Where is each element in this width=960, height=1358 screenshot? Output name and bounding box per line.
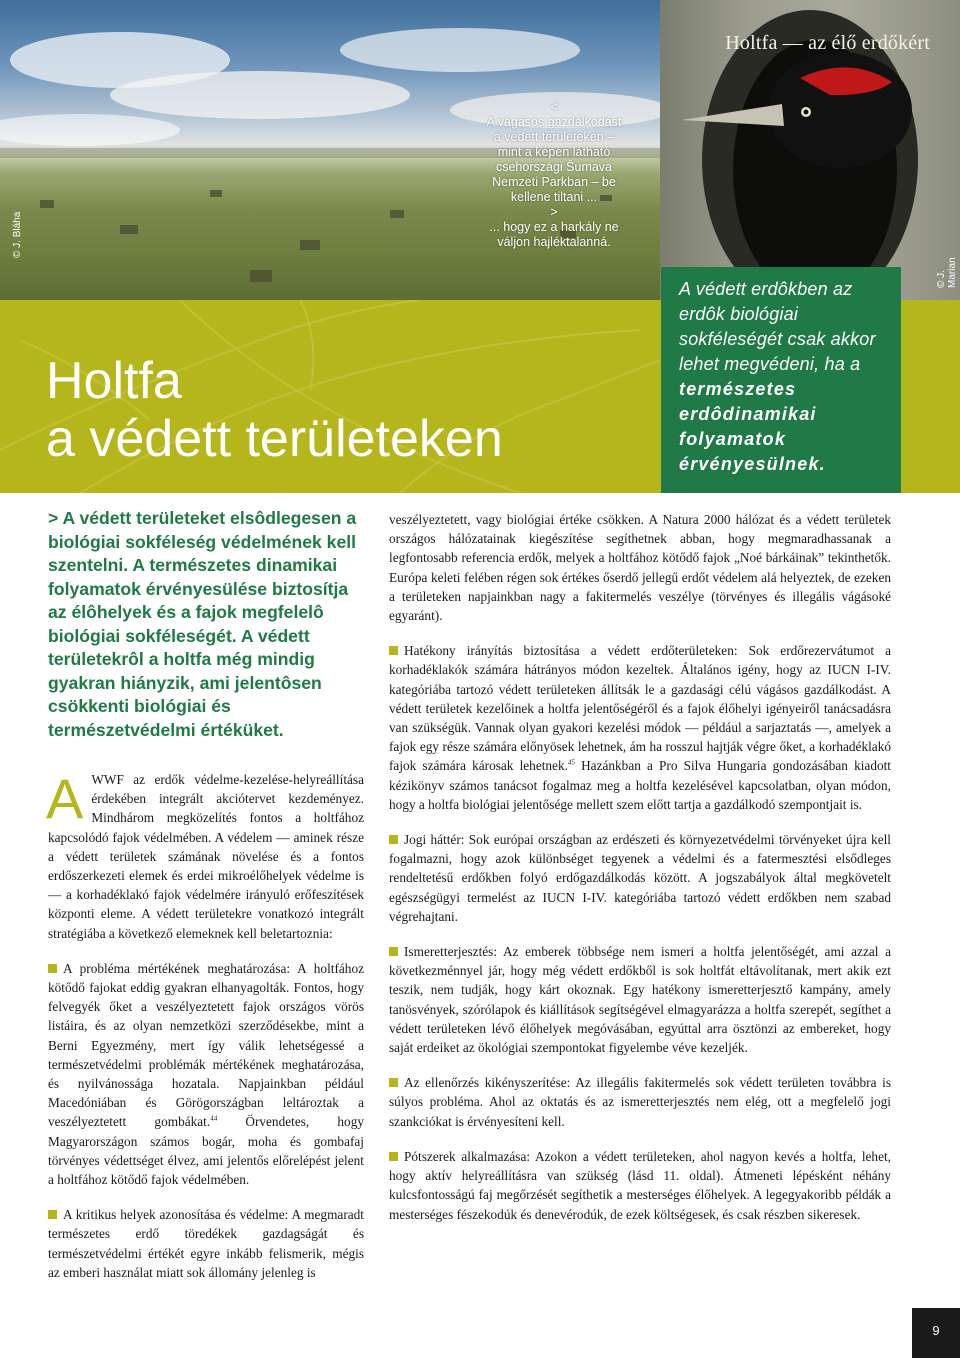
caption-line: > [550,205,558,219]
page-number: 9 [912,1308,960,1358]
running-header: Holtfa — az élő erdőkért [725,32,930,54]
square-bullet-icon [389,947,398,956]
list-item-text: A kritikus helyek azonosítása és védelme: A megmaradt természetes erdő töredékek gazdagságát és természetvédelmi értékét egyre inkább felismerik, mégis az emberi használat miatt sok állomány jelenleg is [48,1207,364,1280]
caption-line: < [550,100,558,114]
square-bullet-icon [389,1078,398,1087]
lead-paragraph: > A védett területeket elsôdlegesen a biológiai sokféleség védelmének kell szentelni. A természetes dinamikai folyamatok érvényesülése biztosítja az élôhelyek és a fajok megfelelô biológiai sokféleségét. A védett területekrôl a holtfa még mindig gyakran hiányzik, ami jelentôsen csökkenti biológiai és természetvédelmi értéküket. [48,508,357,740]
photo-credit-right: © J. Marian [936,257,958,288]
list-item-text: Jogi háttér: Sok európai országban az erdészeti és környezetvédelmi törvényeket újra kell fogalmazni, hogy azok különbséget tegyenek a védelmi és a fatermesztési elsődleges rendeltetésű erdőkben folyó erdőgazdálkodás között. A jogszabályok által megkövetelt egészségügyi termelést az IUCN I-IV. kategóriába tartozó védett erdőkben nem szabad végrehajtani. [389,832,891,924]
list-item [389,1073,891,1131]
square-bullet-icon [389,835,398,844]
footnote-ref: 45 [567,759,575,768]
pull-quote-emphasis: természetes erdôdinamikai folyamatok érvényesülnek. [679,379,826,474]
square-bullet-icon [389,1152,398,1161]
intro-text: WWF az erdők védelme-kezelése-helyreállítása érdekében integrált akciótervet kezdeményez. Mindhárom megközelítés fontos a holtfához kapcsolódó fajok védelmében. A védelem — aminek része a védett területek számának növelése és a fontos erdőszerkezeti elemek és erdei mikroélőhelyek védelme is — a korhadéklakó fajok védelmére irányuló erőfeszítések központi eleme. A védett területekre vonatkozó integrált stratégiába a következő elemeknek kell beletartoznia: [48,772,364,941]
list-item [389,942,891,1057]
list-item-text: Az ellenőrzés kikényszerítése: Az illegális fakitermelés sok védett területen továbbra is súlyos probléma. Ahol az oktatás és az ismeretterjesztés nem elég, ott a megfelelő jogi szankciókat is érvényesíteni kell. [389,1075,891,1129]
list-item-text-cont: Hazánkban a Pro Silva Hungaria gondozásában kiadott kézikönyv számos tanácsot fogalmaz meg a holtfa kezelésével kapcsolatban, olyan módon, hogy a holtfa biológiai jelentősége mellett szem előtt tartja a gazdálkodó szempontjait is. [389,758,892,812]
caption-line: a védett területeken – [493,130,615,144]
drop-cap: A [46,767,84,830]
caption-line: váljon hajléktalanná. [497,235,611,249]
caption-line: A vágásos gazdálkodást [486,115,622,129]
caption-line: mint a képen látható [497,145,611,159]
pull-quote-text: A védett erdôkben az erdôk biológiai sokféleségét csak akkor lehet megvédeni, ha a [679,279,876,374]
left-column [46,767,364,1298]
list-item-text: Hatékony irányítás biztosítása a védett erdőterületeken: Sok erdőrezervátumot a korhadéklakók számára hátrányos módon kezeltek. Általános igény, hogy az IUCN I-IV. kategóriába tartozó védett területeken állítsák le a gazdasági célú vágásos gazdálkodást. A védett területek kezelőinek a holtfa jelentőségéről és a fajok élőhelyi igényeiről tanácsadásra van szükségük. Vannak olyan gyakori kezelési módok — például a sarjaztatás —, amelyek a fajok egy része számára előnyösek lehetnek, ám ha rosszul hajtják végre őket, a korhadéklakó fajok számára károsak lehetnek. [389,643,891,774]
list-item [48,1205,364,1282]
footnote-ref: 44 [210,1115,218,1124]
page-title [46,352,503,468]
list-item-text: Pótszerek alkalmazása: Azokon a védett területeken, ahol nagyon kevés a holtfa, lehet, hogy aktív helyreállításra van szükség (lásd 11. oldal). Átmeneti lépésként néhány kulcsfontosságú faj megőrzését segíthetik a mesterséges élőhelyek. A legegyakoribb példák a mesterséges fészekodúk és denevérodúk, de ezek költségesek, és csak részben sikeresek. [389,1148,891,1222]
caption-line: Nemzeti Parkban – be [492,175,616,189]
caption-line: ... hogy ez a harkály ne [489,220,619,234]
title-line-1: Holtfa [46,352,182,410]
continuation-paragraph: veszélyeztetett, vagy biológiai értéke csökken. A Natura 2000 hálózat és a védett területek országos hálózatainak kiegészítése segíthetnek abban, hogy megmaradhassanak a legfontosabb referencia erdők, melyek a holtfához kötődő fajok „Noé bárkáinak” tekinthetők. Európa keleti felében régen sok értékes őserdő jellegű erdőt védelem alá helyeztek, de ezeken a területeken napjainkban nagy a fakitermelés veszélye (törvényes és illegális vágásoké egyaránt). [389,512,891,624]
photo-band [0,0,960,300]
list-item-text: A probléma mértékének meghatározása: A holtfához kötődő fajokat eddig gyakran elhanyagolták. Fontos, hogy felvegyék őket a veszélyeztetett fajok országos vörös listáira, és az olyan nemzetközi szerződésekbe, mint a Berni Egyezmény, mert így válik lehetségessé a természetvédelmi problémák mértékének meghatározása, és nyilvánossága hozatala. Napjainkban például Macedóniában és Görögországban leltároztak a veszélyeztetett gombákat. [48,960,364,1130]
intro-paragraph [46,767,364,943]
right-column [389,510,891,1240]
square-bullet-icon [48,1210,57,1219]
caption-line: csehországi Šumava [495,160,613,174]
caption-line: kellene tiltani ... [510,190,598,204]
list-item [48,959,364,1189]
list-item-text: Ismeretterjesztés: Az emberek többsége nem ismeri a holtfa jelentőségét, ami azzal a következménnyel jár, hogy még védett erdőkből is sok holtfát eltávolítanak, mert akik ezt teszik, nem tudják, hogy kárt okoznak. Egy hatékony ismeretterjesztő kampány, amely tanösvények, szórólapok és kiállítások segítségével elmagyarázza a holtfa szerepét, segíthet a védett területeken lévő élőhelyek megóvásában, egyúttal arra ösztönzi az embereket, hogy saját erdeiket az ökológiai szempontokat figyelembe véve kezeljék. [389,944,891,1056]
list-item [389,641,891,814]
list-item [389,1147,891,1224]
title-line-2: a védett területeken [46,410,503,468]
photo-credit-left: © J. Bláha [12,211,23,258]
pull-quote-box [661,267,901,493]
list-item-text-cont: Örvendetes, hogy Magyarországon számos bogár, moha és gombafaj törvényes védettséget élvez, ami jelentős előrelépést jelent a holtfához kötődő fajok védelmében. [48,1114,364,1188]
photo-caption [470,100,638,250]
square-bullet-icon [389,646,398,655]
square-bullet-icon [48,964,57,973]
list-item [389,830,891,926]
